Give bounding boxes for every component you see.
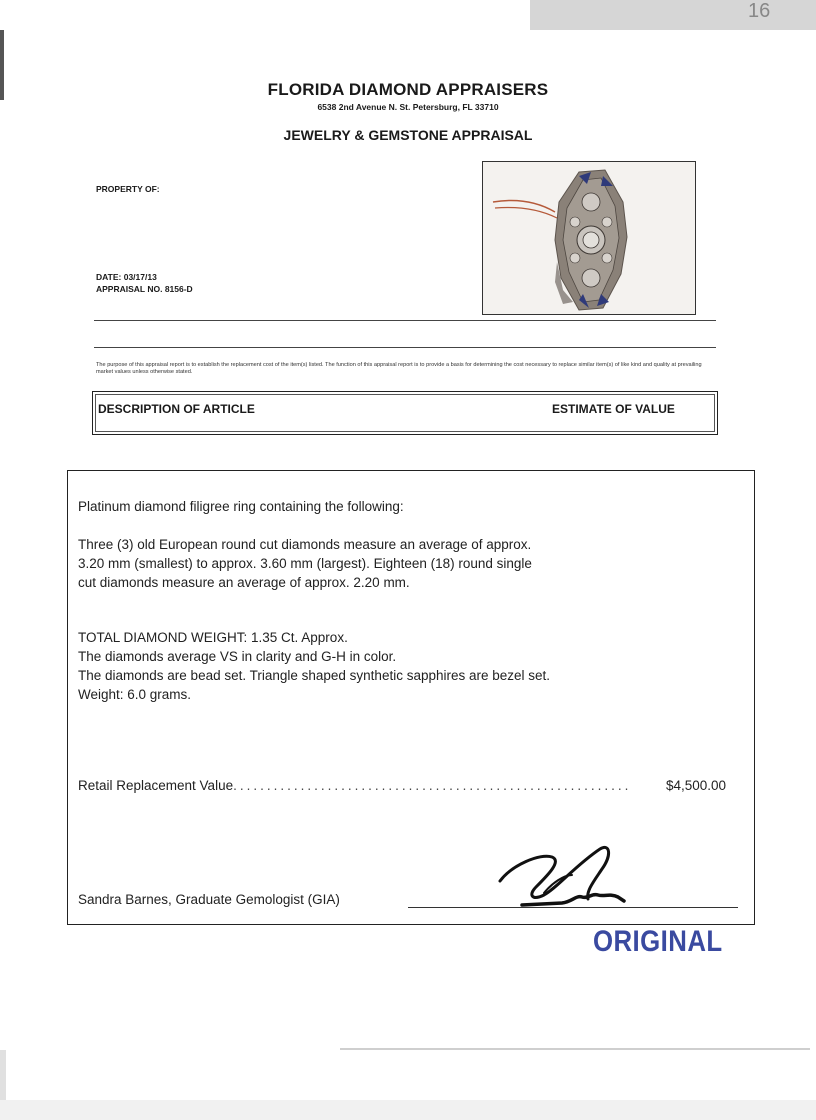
total-weight: TOTAL DIAMOND WEIGHT: 1.35 Ct. Approx. (78, 630, 348, 645)
appraisal-number-line (96, 284, 193, 294)
appraisal-number-label: APPRAISAL NO. (96, 284, 163, 294)
purpose-statement: The purpose of this appraisal report is to establish the replacement cost of the item(s) listed. The function of this appraisal report is to provide a basis for determining the cost necessary to replace similar item(s) of like kind and quality at prevailing market values unless otherwise stated. (96, 362, 702, 375)
company-name: FLORIDA DIAMOND APPRAISERS (267, 80, 549, 99)
appraiser-name: Sandra Barnes, Graduate Gemologist (GIA) (78, 892, 340, 907)
scan-artifact-line (340, 1048, 810, 1050)
original-stamp: ORIGINAL (593, 925, 723, 958)
ring-photo (482, 161, 696, 315)
page-number: 16 (748, 0, 771, 22)
company-address: 6538 2nd Avenue N. St. Petersburg, FL 33710 (317, 102, 499, 112)
description-header: DESCRIPTION OF ARTICLE (98, 402, 255, 416)
diamond-details: Three (3) old European round cut diamonds measure an average of approx. 3.20 mm (smallest) to approx. 3.60 mm (largest). Eighteen (18) round single cut diamonds measure an average of approx. 2.20 mm. (78, 537, 532, 590)
form-rule (94, 320, 716, 321)
clarity-color: The diamonds average VS in clarity and G-H in color. (78, 649, 397, 664)
document-title: JEWELRY & GEMSTONE APPRAISAL (283, 127, 533, 143)
date-value: 03/17/13 (123, 272, 157, 282)
signature-image (492, 835, 632, 911)
property-of-label: PROPERTY OF: (96, 184, 160, 194)
leader-dots: ........................................................... (233, 778, 632, 793)
retail-value-amount: $4,500.00 (665, 778, 726, 793)
item-intro: Platinum diamond filigree ring containing the following: (78, 499, 404, 514)
appraisal-number-value: 8156-D (164, 284, 193, 294)
date-label: DATE: (96, 272, 122, 282)
date-line (96, 272, 157, 282)
item-specs (78, 628, 568, 704)
estimate-header: ESTIMATE OF VALUE (552, 402, 675, 416)
form-rule (94, 347, 716, 348)
retail-value-label: Retail Replacement Value (78, 778, 234, 793)
scan-top-bar (530, 0, 816, 30)
item-weight: Weight: 6.0 grams. (78, 687, 192, 702)
retail-value-row (78, 778, 726, 793)
scan-bottom-shade (0, 1100, 816, 1120)
setting-details: The diamonds are bead set. Triangle shaped synthetic sapphires are bezel set. (78, 668, 551, 683)
